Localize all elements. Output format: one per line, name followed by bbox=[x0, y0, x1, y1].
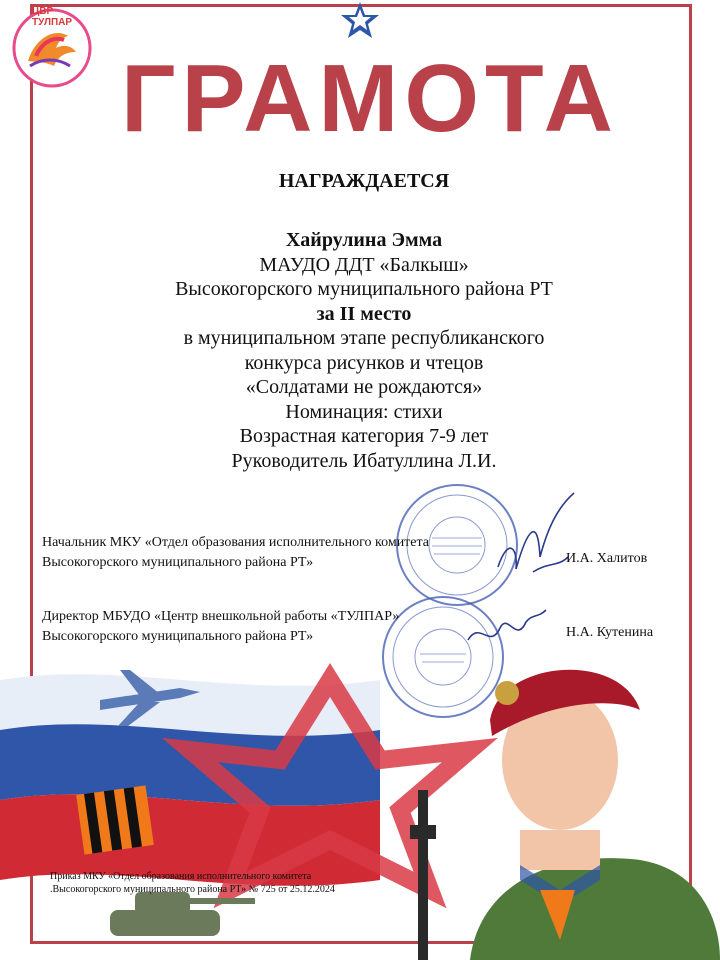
page-title: ГРАМОТА bbox=[121, 45, 619, 152]
soldier-illustration bbox=[470, 670, 720, 960]
signer-organization: Высокогорского муниципального района РТ» bbox=[42, 555, 314, 570]
star-icon bbox=[340, 0, 380, 40]
order-line: Приказ МКУ «Отдел образования исполнительного комитета bbox=[50, 871, 312, 882]
award-detail: в муниципальном этапе республиканского bbox=[183, 327, 545, 349]
tank-icon bbox=[110, 892, 255, 936]
logo-text: ЦВР ТУЛПАР bbox=[32, 6, 73, 28]
order-reference bbox=[50, 870, 335, 896]
signature-block bbox=[42, 533, 429, 573]
award-text bbox=[0, 228, 720, 473]
ribbon-icon bbox=[76, 785, 154, 854]
award-detail: Возрастная категория 7-9 лет bbox=[239, 425, 489, 447]
order-line: .Высокогорского муниципального района РТ» № 725 от 25.12.2024 bbox=[50, 884, 335, 895]
signer-name: И.А. Халитов bbox=[566, 551, 648, 566]
recipient-name: Хайрулина Эмма bbox=[285, 229, 443, 251]
recipient-org: МАУДО ДДТ «Балкыш» bbox=[259, 253, 469, 276]
signer-name: Н.А. Кутенина bbox=[566, 625, 654, 640]
recipient-district: Высокогорского муниципального района РТ bbox=[175, 278, 553, 300]
award-detail: конкурса рисунков и чтецов bbox=[244, 351, 484, 374]
signer-organization: Высокогорского муниципального района РТ» bbox=[42, 629, 314, 644]
patriotic-artwork bbox=[0, 640, 720, 960]
award-place: за II место bbox=[316, 302, 412, 325]
signer-position: Начальник МКУ «Отдел образования исполнительного комитета bbox=[42, 535, 430, 550]
signer-position: Директор МБУДО «Центр внешкольной работы «ТУЛПАР» bbox=[42, 609, 400, 624]
award-detail: Номинация: стихи bbox=[285, 400, 443, 423]
award-detail: «Солдатами не рождаются» bbox=[245, 376, 483, 398]
signature bbox=[478, 487, 588, 597]
award-detail: Руководитель Ибатуллина Л.И. bbox=[231, 449, 497, 472]
awarded-heading: НАГРАЖДАЕТСЯ bbox=[278, 170, 450, 192]
